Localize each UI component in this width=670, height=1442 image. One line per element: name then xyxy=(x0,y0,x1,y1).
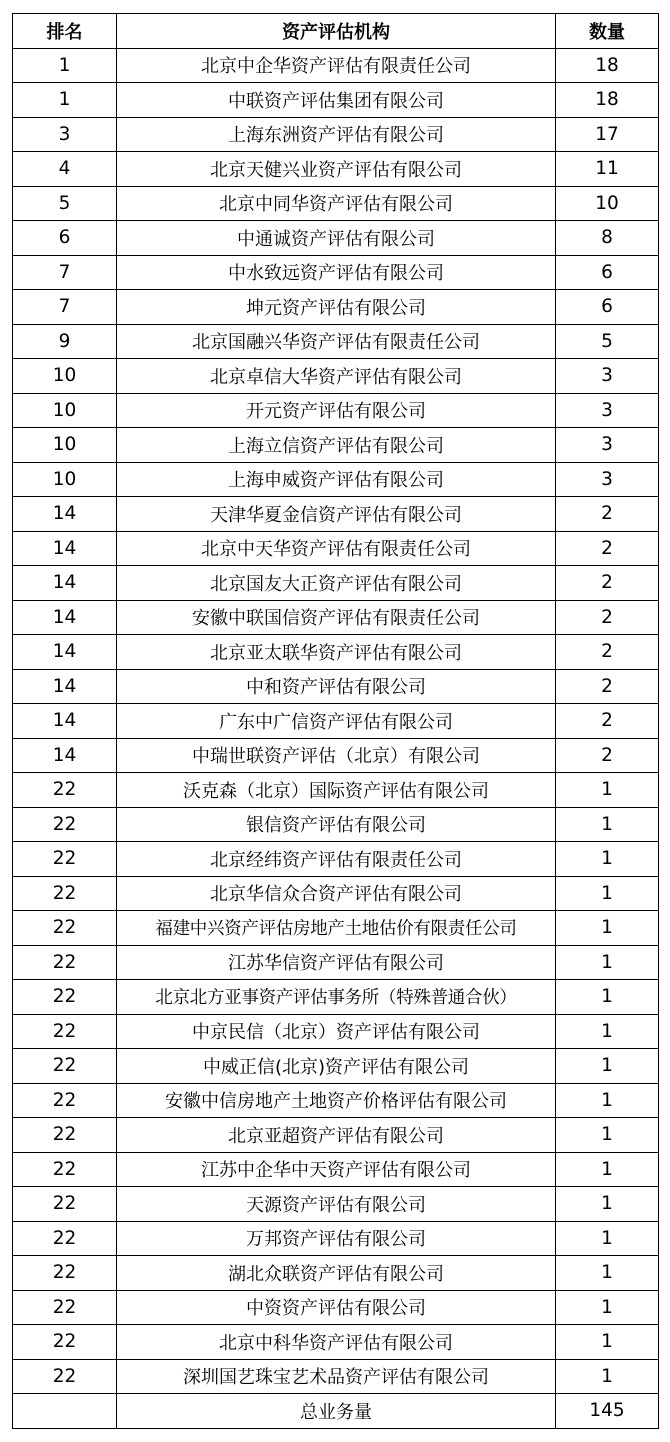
rank-cell: 22 xyxy=(13,876,117,911)
rank-cell: 22 xyxy=(13,1118,117,1153)
rank-cell: 7 xyxy=(13,255,117,290)
rank-cell: 14 xyxy=(13,566,117,601)
header-row xyxy=(13,14,659,49)
organization-cell: 中威正信(北京)资产评估有限公司 xyxy=(117,1049,556,1084)
table-row xyxy=(13,1256,659,1291)
count-cell: 1 xyxy=(556,1359,659,1394)
count-cell: 17 xyxy=(556,117,659,152)
rank-cell: 14 xyxy=(13,704,117,739)
organization-cell: 上海申威资产评估有限公司 xyxy=(117,462,556,497)
rank-cell: 14 xyxy=(13,669,117,704)
rank-cell: 22 xyxy=(13,807,117,842)
total-row xyxy=(13,1394,659,1429)
organization-cell: 北京中企华资产评估有限责任公司 xyxy=(117,48,556,83)
organization-cell: 江苏中企华中天资产评估有限公司 xyxy=(117,1152,556,1187)
organization-cell: 湖北众联资产评估有限公司 xyxy=(117,1256,556,1291)
organization-cell: 北京国友大正资产评估有限公司 xyxy=(117,566,556,601)
table-row xyxy=(13,393,659,428)
rank-cell: 3 xyxy=(13,117,117,152)
rank-cell: 22 xyxy=(13,1014,117,1049)
table-row xyxy=(13,807,659,842)
count-cell: 10 xyxy=(556,186,659,221)
organization-cell: 北京经纬资产评估有限责任公司 xyxy=(117,842,556,877)
count-cell: 1 xyxy=(556,911,659,946)
count-cell: 1 xyxy=(556,1014,659,1049)
count-cell: 2 xyxy=(556,704,659,739)
organization-cell: 北京天健兴业资产评估有限公司 xyxy=(117,152,556,187)
table-row xyxy=(13,876,659,911)
rank-cell: 22 xyxy=(13,1083,117,1118)
table-row xyxy=(13,186,659,221)
count-cell: 1 xyxy=(556,773,659,808)
table-row xyxy=(13,980,659,1015)
count-cell: 1 xyxy=(556,1049,659,1084)
table-row xyxy=(13,635,659,670)
count-cell: 3 xyxy=(556,359,659,394)
count-cell: 1 xyxy=(556,945,659,980)
count-cell: 1 xyxy=(556,980,659,1015)
rank-cell: 1 xyxy=(13,83,117,118)
organization-cell: 上海东洲资产评估有限公司 xyxy=(117,117,556,152)
rank-cell: 22 xyxy=(13,1049,117,1084)
rank-cell: 10 xyxy=(13,359,117,394)
organization-cell: 天津华夏金信资产评估有限公司 xyxy=(117,497,556,532)
organization-cell: 万邦资产评估有限公司 xyxy=(117,1221,556,1256)
count-cell: 5 xyxy=(556,324,659,359)
organization-cell: 沃克森（北京）国际资产评估有限公司 xyxy=(117,773,556,808)
table-row xyxy=(13,462,659,497)
count-cell: 1 xyxy=(556,807,659,842)
table-row xyxy=(13,738,659,773)
ranking-table-container xyxy=(12,13,659,1429)
count-cell: 1 xyxy=(556,1152,659,1187)
rank-cell: 22 xyxy=(13,773,117,808)
total-label: 总业务量 xyxy=(117,1394,556,1429)
count-cell: 18 xyxy=(556,48,659,83)
count-cell: 1 xyxy=(556,1187,659,1222)
count-cell: 2 xyxy=(556,600,659,635)
organization-cell: 中联资产评估集团有限公司 xyxy=(117,83,556,118)
ranking-table xyxy=(12,13,659,1429)
rank-cell: 14 xyxy=(13,531,117,566)
organization-cell: 上海立信资产评估有限公司 xyxy=(117,428,556,463)
table-row xyxy=(13,773,659,808)
table-row xyxy=(13,911,659,946)
table-row xyxy=(13,1325,659,1360)
organization-cell: 北京华信众合资产评估有限公司 xyxy=(117,876,556,911)
organization-cell: 中瑞世联资产评估（北京）有限公司 xyxy=(117,738,556,773)
count-cell: 2 xyxy=(556,497,659,532)
table-row xyxy=(13,566,659,601)
organization-cell: 坤元资产评估有限公司 xyxy=(117,290,556,325)
table-row xyxy=(13,324,659,359)
organization-cell: 江苏华信资产评估有限公司 xyxy=(117,945,556,980)
table-row xyxy=(13,290,659,325)
table-row xyxy=(13,1290,659,1325)
rank-cell: 22 xyxy=(13,1221,117,1256)
rank-cell: 22 xyxy=(13,1152,117,1187)
rank-cell: 22 xyxy=(13,1187,117,1222)
rank-cell: 10 xyxy=(13,393,117,428)
organization-cell: 广东中广信资产评估有限公司 xyxy=(117,704,556,739)
table-row xyxy=(13,497,659,532)
count-cell: 3 xyxy=(556,462,659,497)
table-row xyxy=(13,255,659,290)
count-cell: 3 xyxy=(556,428,659,463)
organization-cell: 北京亚超资产评估有限公司 xyxy=(117,1118,556,1153)
table-row xyxy=(13,83,659,118)
table-row xyxy=(13,600,659,635)
rank-cell: 10 xyxy=(13,462,117,497)
total-empty-cell xyxy=(13,1394,117,1429)
count-cell: 6 xyxy=(556,290,659,325)
organization-cell: 北京卓信大华资产评估有限公司 xyxy=(117,359,556,394)
count-cell: 1 xyxy=(556,1325,659,1360)
table-row xyxy=(13,1118,659,1153)
rank-cell: 6 xyxy=(13,221,117,256)
count-cell: 18 xyxy=(556,83,659,118)
rank-cell: 22 xyxy=(13,1325,117,1360)
table-row xyxy=(13,1152,659,1187)
rank-cell: 22 xyxy=(13,911,117,946)
count-cell: 1 xyxy=(556,1290,659,1325)
organization-cell: 北京中同华资产评估有限公司 xyxy=(117,186,556,221)
count-cell: 6 xyxy=(556,255,659,290)
rank-cell: 22 xyxy=(13,1359,117,1394)
rank-cell: 7 xyxy=(13,290,117,325)
table-row xyxy=(13,117,659,152)
count-cell: 1 xyxy=(556,876,659,911)
table-row xyxy=(13,1221,659,1256)
organization-cell: 北京中天华资产评估有限责任公司 xyxy=(117,531,556,566)
organization-cell: 开元资产评估有限公司 xyxy=(117,393,556,428)
table-row xyxy=(13,359,659,394)
table-row xyxy=(13,428,659,463)
header-count: 数量 xyxy=(556,14,659,49)
count-cell: 1 xyxy=(556,1221,659,1256)
header-organization: 资产评估机构 xyxy=(117,14,556,49)
header-rank: 排名 xyxy=(13,14,117,49)
rank-cell: 14 xyxy=(13,635,117,670)
organization-cell: 福建中兴资产评估房地产土地估价有限责任公司 xyxy=(117,911,556,946)
table-row xyxy=(13,1083,659,1118)
table-row xyxy=(13,531,659,566)
rank-cell: 14 xyxy=(13,600,117,635)
organization-cell: 深圳国艺珠宝艺术品资产评估有限公司 xyxy=(117,1359,556,1394)
rank-cell: 1 xyxy=(13,48,117,83)
organization-cell: 天源资产评估有限公司 xyxy=(117,1187,556,1222)
table-row xyxy=(13,1359,659,1394)
organization-cell: 北京亚太联华资产评估有限公司 xyxy=(117,635,556,670)
rank-cell: 14 xyxy=(13,738,117,773)
count-cell: 3 xyxy=(556,393,659,428)
count-cell: 1 xyxy=(556,1118,659,1153)
table-row xyxy=(13,1014,659,1049)
rank-cell: 10 xyxy=(13,428,117,463)
count-cell: 2 xyxy=(556,738,659,773)
rank-cell: 22 xyxy=(13,1290,117,1325)
table-row xyxy=(13,1187,659,1222)
count-cell: 8 xyxy=(556,221,659,256)
table-row xyxy=(13,945,659,980)
rank-cell: 4 xyxy=(13,152,117,187)
table-row xyxy=(13,1049,659,1084)
rank-cell: 22 xyxy=(13,980,117,1015)
count-cell: 1 xyxy=(556,1256,659,1291)
table-row xyxy=(13,842,659,877)
table-row xyxy=(13,48,659,83)
rank-cell: 9 xyxy=(13,324,117,359)
table-row xyxy=(13,669,659,704)
organization-cell: 安徽中信房地产土地资产价格评估有限公司 xyxy=(117,1083,556,1118)
count-cell: 2 xyxy=(556,669,659,704)
organization-cell: 中通诚资产评估有限公司 xyxy=(117,221,556,256)
count-cell: 2 xyxy=(556,531,659,566)
organization-cell: 中和资产评估有限公司 xyxy=(117,669,556,704)
rank-cell: 22 xyxy=(13,945,117,980)
table-row xyxy=(13,152,659,187)
organization-cell: 安徽中联国信资产评估有限责任公司 xyxy=(117,600,556,635)
rank-cell: 5 xyxy=(13,186,117,221)
table-header xyxy=(13,14,659,49)
count-cell: 2 xyxy=(556,635,659,670)
table-row xyxy=(13,221,659,256)
table-row xyxy=(13,704,659,739)
rank-cell: 22 xyxy=(13,842,117,877)
organization-cell: 北京中科华资产评估有限公司 xyxy=(117,1325,556,1360)
count-cell: 1 xyxy=(556,842,659,877)
organization-cell: 中水致远资产评估有限公司 xyxy=(117,255,556,290)
organization-cell: 北京国融兴华资产评估有限责任公司 xyxy=(117,324,556,359)
count-cell: 11 xyxy=(556,152,659,187)
rank-cell: 22 xyxy=(13,1256,117,1291)
count-cell: 1 xyxy=(556,1083,659,1118)
organization-cell: 中京民信（北京）资产评估有限公司 xyxy=(117,1014,556,1049)
organization-cell: 中资资产评估有限公司 xyxy=(117,1290,556,1325)
count-cell: 2 xyxy=(556,566,659,601)
organization-cell: 银信资产评估有限公司 xyxy=(117,807,556,842)
table-footer xyxy=(13,1394,659,1429)
total-value: 145 xyxy=(556,1394,659,1429)
table-body xyxy=(13,48,659,1394)
rank-cell: 14 xyxy=(13,497,117,532)
organization-cell: 北京北方亚事资产评估事务所（特殊普通合伙） xyxy=(117,980,556,1015)
